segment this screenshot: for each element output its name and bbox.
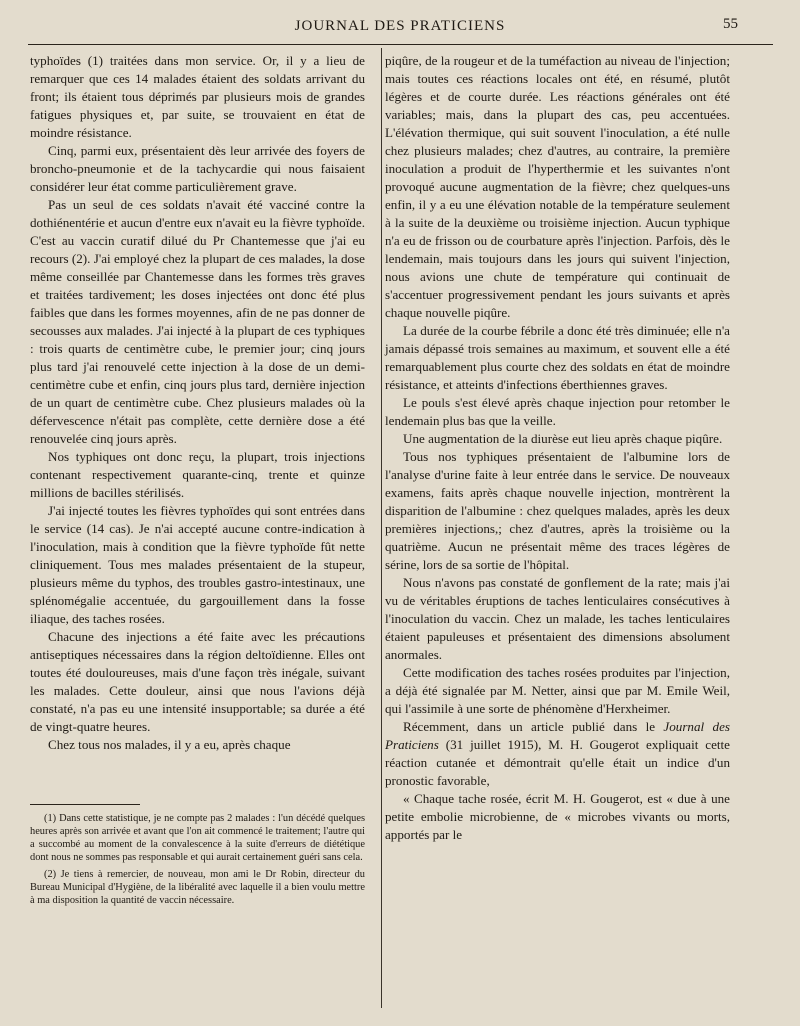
footnote-rule <box>30 804 140 805</box>
paragraph: J'ai injecté toutes les fièvres typhoïdes qui sont entrées dans le service (14 cas). Je n'ai accepté aucune contre-indication à l'inoculation, mais à condition que la fièvre typhoïde fût nette cliniquement. Tous mes malades présentaient de la stupeur, plusieurs même du typhos, des troubles gastro-intestinaux, une splénomégalie accentuée, du gargouillement dans la fosse iliaque, des taches rosées. <box>30 503 365 626</box>
column-divider <box>381 48 382 1008</box>
paragraph: Nos typhiques ont donc reçu, la plupart, trois injections contenant respectivement quarante-cinq, trente et quinze millions de bacilles stérilisés. <box>30 449 365 500</box>
paragraph: Une augmentation de la diurèse eut lieu après chaque piqûre. <box>403 431 723 446</box>
paragraph: Chacune des injections a été faite avec les précautions antiseptiques nécessaires dans la région deltoïdienne. Elles ont toutes été douloureuses, mais d'une façon très inégale, suivant les malades. Cette douleur, ainsi que nous l'avions déjà constaté, n'a pas eu une intensité insupportable; sa durée a été de vingt-quatre heures. <box>30 629 365 734</box>
paragraph: typhoïdes (1) traitées dans mon service. Or, il y a lieu de remarquer que ces 14 malades étaient des soldats arrivant du front; ils étaient tous déprimés par plusieurs mois de grandes fatigues physiques et, par suite, se trouvaient en état de moindre résistance. <box>30 53 365 140</box>
page-number: 55 <box>723 16 738 32</box>
left-column <box>30 52 365 754</box>
page-header <box>0 14 800 36</box>
paragraph: La durée de la courbe fébrile a donc été très diminuée; elle n'a jamais dépassé trois semaines au maximum, et souvent elle a été remarquablement plus courte chez des soldats en état de moindre résistance, et atteints d'infections éberthiennes graves. <box>385 323 730 392</box>
header-rule <box>28 44 773 45</box>
paragraph: piqûre, de la rougeur et de la tuméfaction au niveau de l'injection; mais toutes ces réactions locales ont été, en résumé, plutôt légères et de courte durée. Les réactions générales ont été variables; mais, dans la plupart des cas, peu accentuées. L'élévation thermique, qui suit souvent l'inoculation, a été nulle chez plusieurs malades; chez d'autres, au contraire, la première inoculation a produit de l'hyperthermie et les suivantes n'ont provoqué aucune augmentation de la fièvre; chez quelques-uns enfin, il y a eu une élévation notable de la température seulement à la suite de la deuxième ou troisième injection. Aucun typhique n'a eu de frisson ou de courbature après l'injection. Parfois, dès le lendemain, mais toujours dans les jours qui suivent l'injection, nous avions une chute de température qui continuait de s'accentuer progressivement pendant les jours suivants et après chaque nouvelle piqûre. <box>385 53 730 320</box>
paragraph: Chez tous nos malades, il y a eu, après chaque <box>48 737 291 752</box>
paragraph: « Chaque tache rosée, écrit M. H. Gougerot, est « due à une petite embolie microbienne, de « microbes vivants ou morts, apportés par le <box>385 791 730 842</box>
paragraph: Nous n'avons pas constaté de gonflement de la rate; mais j'ai vu de véritables éruptions de taches lenticulaires consécutives à l'inoculation du vaccin. Chez un malade, les taches lenticulaires étaient papuleuses et présentaient des dimensions absolument anormales. <box>385 575 730 662</box>
footnote-1: (1) Dans cette statistique, je ne compte pas 2 malades : l'un décédé quelques heures après son arrivée et avant que l'on ait commencé le traitement; l'autre qui a succombé au moment de la convalescence à la suite d'erreurs de diététique dont nous ne sommes pas responsable et qui aurait certainement guéri sans cela. <box>30 813 365 863</box>
text-run: Récemment, dans un article publié dans le <box>403 719 664 734</box>
paragraph: Le pouls s'est élevé après chaque injection pour retomber le lendemain plus bas que la veille. <box>385 395 730 428</box>
footnotes <box>30 812 365 911</box>
paragraph: Cette modification des taches rosées produites par l'injection, a déjà été signalée par M. Netter, ainsi que par M. Emile Weil, qui l'assimile à une sorte de phénomène d'Herxheimer. <box>385 665 730 716</box>
footnote-2: (2) Je tiens à remercier, de nouveau, mon ami le Dr Robin, directeur du Bureau Municipal d'Hygiène, de la libéralité avec laquelle il a bien voulu mettre à ma disposition la quantité de vaccin nécessaire. <box>30 869 365 906</box>
paragraph <box>385 718 730 790</box>
paragraph: Pas un seul de ces soldats n'avait été vacciné contre la dothiénentérie et aucun d'entre eux n'avait eu la fièvre typhoïde. C'est au vaccin curatif dilué du Pr Chantemesse que j'ai eu recours (2). J'ai employé chez la plupart de ces malades, la dose même conseillée par Chantemesse dans les formes très graves et traitées tardivement; les doses injectées ont donc été plus faibles que dans les formes moyennes, afin de ne pas donner de secousses aux malades. J'ai injecté à la plupart de ces typhiques : trois quarts de centimètre cube, le premier jour; cinq jours plus tard j'ai renouvelé cette injection à la dose de un demi-centimètre cube et enfin, cinq jours plus tard, dernière injection de un quart de centimètre cube. Chez plusieurs malades où la défervescence n'était pas complète, cette dernière dose a été renouvelée cinq jours après. <box>30 197 365 446</box>
text-run: (31 juillet 1915), M. H. Gougerot expliquait cette réaction cutanée et démontrait qu'elle était un indice d'un pronostic favorable, <box>385 737 730 788</box>
journal-title-italic: Journal des Praticiens <box>385 719 730 752</box>
paragraph: Tous nos typhiques présentaient de l'albumine lors de l'analyse d'urine faite à leur entrée dans le service. De nouveaux examens, faits après chaque nouvelle injection, montrèrent la disparition de l'albumine : chez quelques malades, après les deux premières injections,; chez d'autres, après la troisième ou la quatrième. Aucun ne présentait même des traces légères de sérine, lors de sa sortie de l'hôpital. <box>385 449 730 572</box>
paragraph: Cinq, parmi eux, présentaient dès leur arrivée des foyers de broncho-pneumonie et de la tachycardie qui nous faisaient considérer leur état comme particulièrement grave. <box>30 143 365 194</box>
right-column <box>385 52 730 844</box>
running-title: JOURNAL DES PRATICIENS <box>294 18 506 34</box>
